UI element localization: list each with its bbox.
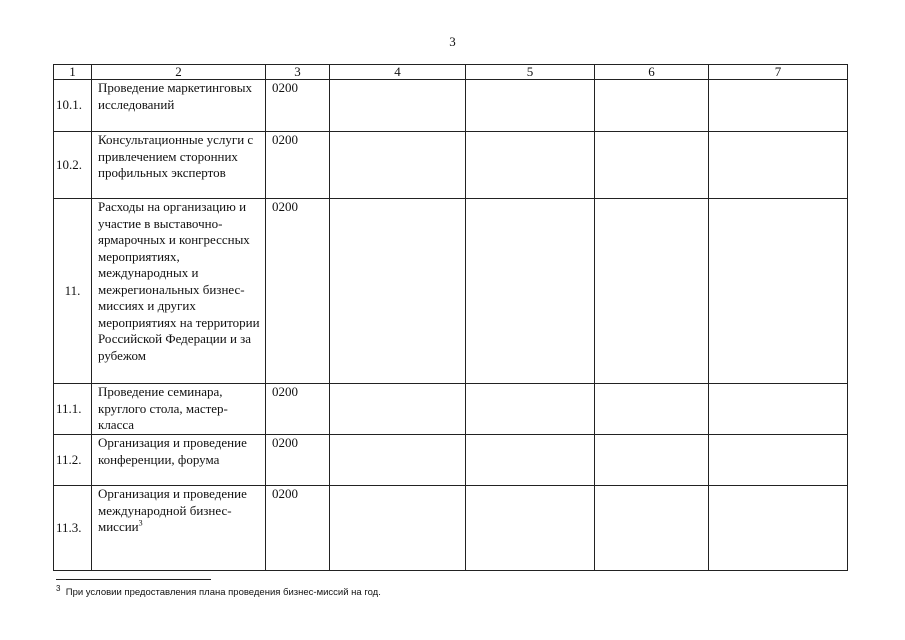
table-cell xyxy=(709,384,848,435)
table-row xyxy=(54,486,848,571)
row-name-text: Организация и проведение международной бизнес-миссии xyxy=(98,486,247,534)
row-number: 11.3. xyxy=(54,486,92,571)
budget-table xyxy=(53,64,848,571)
table-cell xyxy=(709,486,848,571)
row-code: 0200 xyxy=(266,132,330,199)
table-cell xyxy=(595,80,709,132)
footnote-marker: 3 xyxy=(56,583,61,593)
table-cell xyxy=(595,199,709,384)
table-cell xyxy=(330,132,466,199)
table-cell xyxy=(709,80,848,132)
table-cell xyxy=(595,384,709,435)
footnote-text: При условии предоставления плана проведения бизнес-миссий на год. xyxy=(65,587,381,598)
table-cell xyxy=(330,486,466,571)
table-cell xyxy=(330,435,466,486)
table-cell xyxy=(709,435,848,486)
row-code: 0200 xyxy=(266,435,330,486)
row-code: 0200 xyxy=(266,199,330,384)
table-cell xyxy=(595,486,709,571)
table-row xyxy=(54,384,848,435)
table-cell xyxy=(466,80,595,132)
table-row xyxy=(54,80,848,132)
row-name: Проведение семинара, круглого стола, мастер-класса xyxy=(92,384,266,435)
header-row xyxy=(54,65,848,80)
table-row xyxy=(54,199,848,384)
table-row xyxy=(54,435,848,486)
row-number: 11.1. xyxy=(54,384,92,435)
column-header: 2 xyxy=(92,65,266,80)
row-code: 0200 xyxy=(266,486,330,571)
table-cell xyxy=(466,486,595,571)
column-header: 4 xyxy=(330,65,466,80)
column-header: 1 xyxy=(54,65,92,80)
row-code: 0200 xyxy=(266,80,330,132)
table-cell xyxy=(595,435,709,486)
row-number: 10.2. xyxy=(54,132,92,199)
table-cell xyxy=(330,199,466,384)
row-name xyxy=(92,486,266,571)
table-cell xyxy=(709,132,848,199)
column-header: 5 xyxy=(466,65,595,80)
footnote xyxy=(56,583,381,598)
table-cell xyxy=(466,435,595,486)
table-cell xyxy=(330,384,466,435)
row-name: Расходы на организацию и участие в выставочно-ярмарочных и конгрессных мероприятиях, международных и межрегиональных бизнес-миссиях и других мероприятиях на территории Российской Федерации и за рубежом xyxy=(92,199,266,384)
row-number: 11.2. xyxy=(54,435,92,486)
column-header: 7 xyxy=(709,65,848,80)
footnote-reference: 3 xyxy=(138,518,143,528)
row-code: 0200 xyxy=(266,384,330,435)
column-header: 6 xyxy=(595,65,709,80)
column-header: 3 xyxy=(266,65,330,80)
table-cell xyxy=(466,199,595,384)
table-row xyxy=(54,132,848,199)
row-number: 11. xyxy=(54,199,92,384)
table-cell xyxy=(595,132,709,199)
row-name: Проведение маркетинговых исследований xyxy=(92,80,266,132)
footnote-separator xyxy=(56,579,211,580)
table-cell xyxy=(709,199,848,384)
table-cell xyxy=(330,80,466,132)
table-cell xyxy=(466,384,595,435)
page-number: 3 xyxy=(449,34,456,49)
row-name: Консультационные услуги с привлечением сторонних профильных экспертов xyxy=(92,132,266,199)
row-name: Организация и проведение конференции, форума xyxy=(92,435,266,486)
row-number: 10.1. xyxy=(54,80,92,132)
table-cell xyxy=(466,132,595,199)
